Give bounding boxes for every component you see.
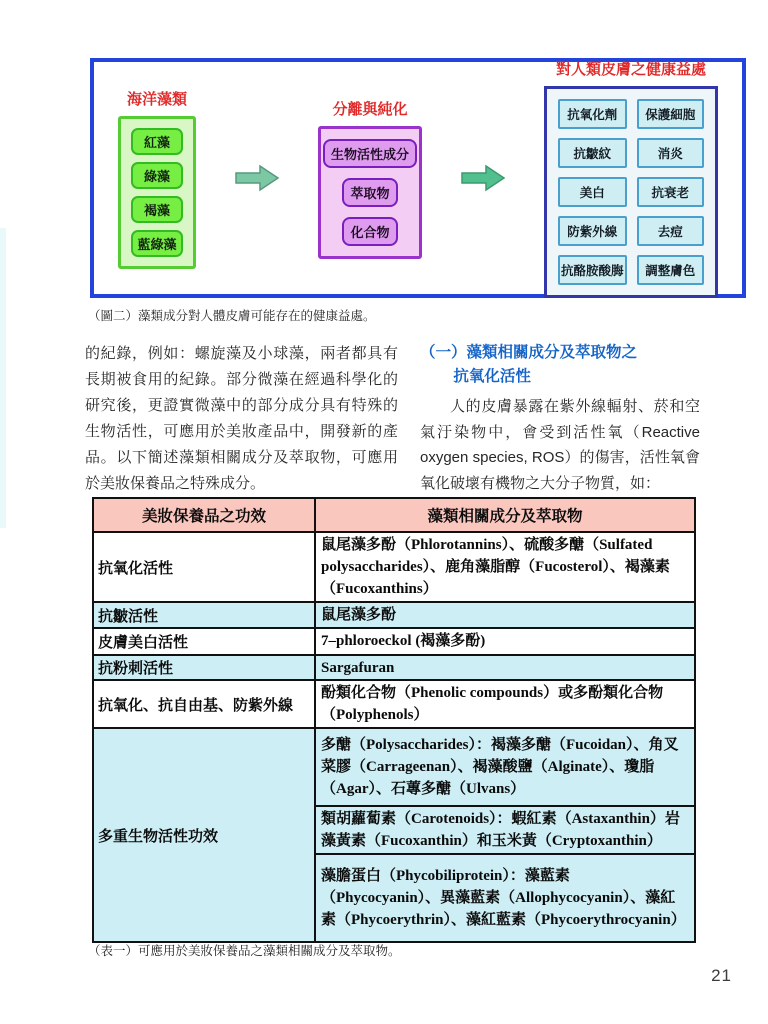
table-row [94,654,694,679]
table-header-components: 藻類相關成分及萃取物 [427,508,583,525]
benefit-grid [544,86,718,298]
table-row [94,679,694,727]
section-heading [420,341,700,389]
body-left-paragraph: 的紀錄，例如：螺旋藻及小球藻，兩者都具有長期被食用的紀錄。部分微藻在經過科學化的研究後，更證實微藻中的部分成分具有特殊的生物活性，可應用於美妝產品中，開發新的產品。以下簡述藻類相關成分及萃取物，可應用於美妝保養品之特殊成分。 [85,345,398,492]
body-right-paragraph: 人的皮膚暴露在紫外線輻射、菸和空氣汙染物中，會受到活性氧（Reactive oxygen species, ROS）的傷害，活性氧會氧化破壞有機物之大分子物質，如： [420,398,700,492]
component-cell: 酚類化合物（Phenolic compounds）或多酚類化合物（Polyphenols） [321,685,664,723]
component-cell: 多醣（Polysaccharides）：褐藻多醣（Fucoidan）、角叉菜膠（Carrageenan）、褐藻酸鹽（Alginate）、瓊脂（Agar）、石蓴多醣（Ulvans） [321,737,679,797]
table-header-effect: 美妝保養品之功效 [94,499,316,531]
process-arrow-icon [460,162,506,194]
body-right-column [420,341,700,496]
page-number: 21 [711,966,732,985]
table-row [94,627,694,654]
effects-table [92,497,696,943]
algae-group-title: 海洋藻類 [126,90,187,108]
table-row [94,727,694,941]
process-arrow-icon [234,162,280,194]
benefits-column [544,58,718,298]
effect-cell: 抗粉刺活性 [94,656,316,679]
separation-group [318,126,422,259]
table-caption: （表一）可應用於美妝保養品之藻類相關成分及萃取物。 [88,944,401,958]
component-cell: 鼠尾藻多酚（Phlorotannins）、硫酸多醣（Sulfated polysaccharides）、鹿角藻脂醇（Fucosterol）、褐藻素（Fucoxanthins） [321,537,670,597]
benefit-item: 抗酪胺酸脢 [558,255,627,285]
algae-item: 紅藻 [131,128,183,155]
benefit-item: 調整膚色 [637,255,704,285]
figure-diagram [90,58,746,298]
effect-cell: 抗氧化、抗自由基、防紫外線 [94,681,316,727]
benefit-item: 抗衰老 [637,177,704,207]
benefit-item: 去痘 [637,216,704,246]
separation-column [318,98,422,259]
table-row [94,601,694,627]
algae-item: 綠藻 [131,162,183,189]
table-header-row [94,499,694,531]
separation-item: 生物活性成分 [323,139,417,168]
benefit-item: 抗氧化劑 [558,99,627,129]
table-row [94,531,694,601]
effect-cell: 抗氧化活性 [94,533,316,601]
component-cell: 7–phloroeckol (褐藻多酚) [321,633,486,649]
section-heading-line1: （一）藻類相關成分及萃取物之 [420,344,638,361]
component-cell: 藻膽蛋白（Phycobiliprotein）：藻藍素（Phycocyanin）、異藻藍素（Allophycocyanin）、藻紅素（Phycoerythrin）、藻紅藍素（Phycoerythrocyanin） [316,853,694,941]
benefit-item: 保護細胞 [637,99,704,129]
benefit-item: 消炎 [637,138,704,168]
benefits-group-title: 對人類皮膚之健康益處 [555,61,706,78]
effect-cell: 皮膚美白活性 [94,629,316,654]
algae-group [118,116,196,269]
page-edge-artifact [0,228,6,528]
algae-column [118,88,196,269]
benefit-item: 美白 [558,177,627,207]
figure-caption: （圖二）藻類成分對人體皮膚可能存在的健康益處。 [88,309,376,323]
effect-cell: 抗皺活性 [94,603,316,627]
benefit-item: 抗皺紋 [558,138,627,168]
section-heading-line2: 抗氧化活性 [453,368,531,385]
separation-group-title: 分離與純化 [332,100,408,118]
component-cell: Sargafuran [321,660,395,676]
effect-cell: 多重生物活性功效 [94,729,316,941]
separation-item: 化合物 [342,217,397,246]
algae-item: 藍綠藻 [131,230,183,257]
algae-item: 褐藻 [131,196,183,223]
component-cell: 類胡蘿蔔素（Carotenoids）：蝦紅素（Astaxanthin）岩藻黃素（Fucoxanthin）和玉米黃（Cryptoxanthin） [316,805,694,853]
benefit-item: 防紫外線 [558,216,627,246]
component-cell: 鼠尾藻多酚 [321,607,397,623]
separation-item: 萃取物 [342,178,397,207]
